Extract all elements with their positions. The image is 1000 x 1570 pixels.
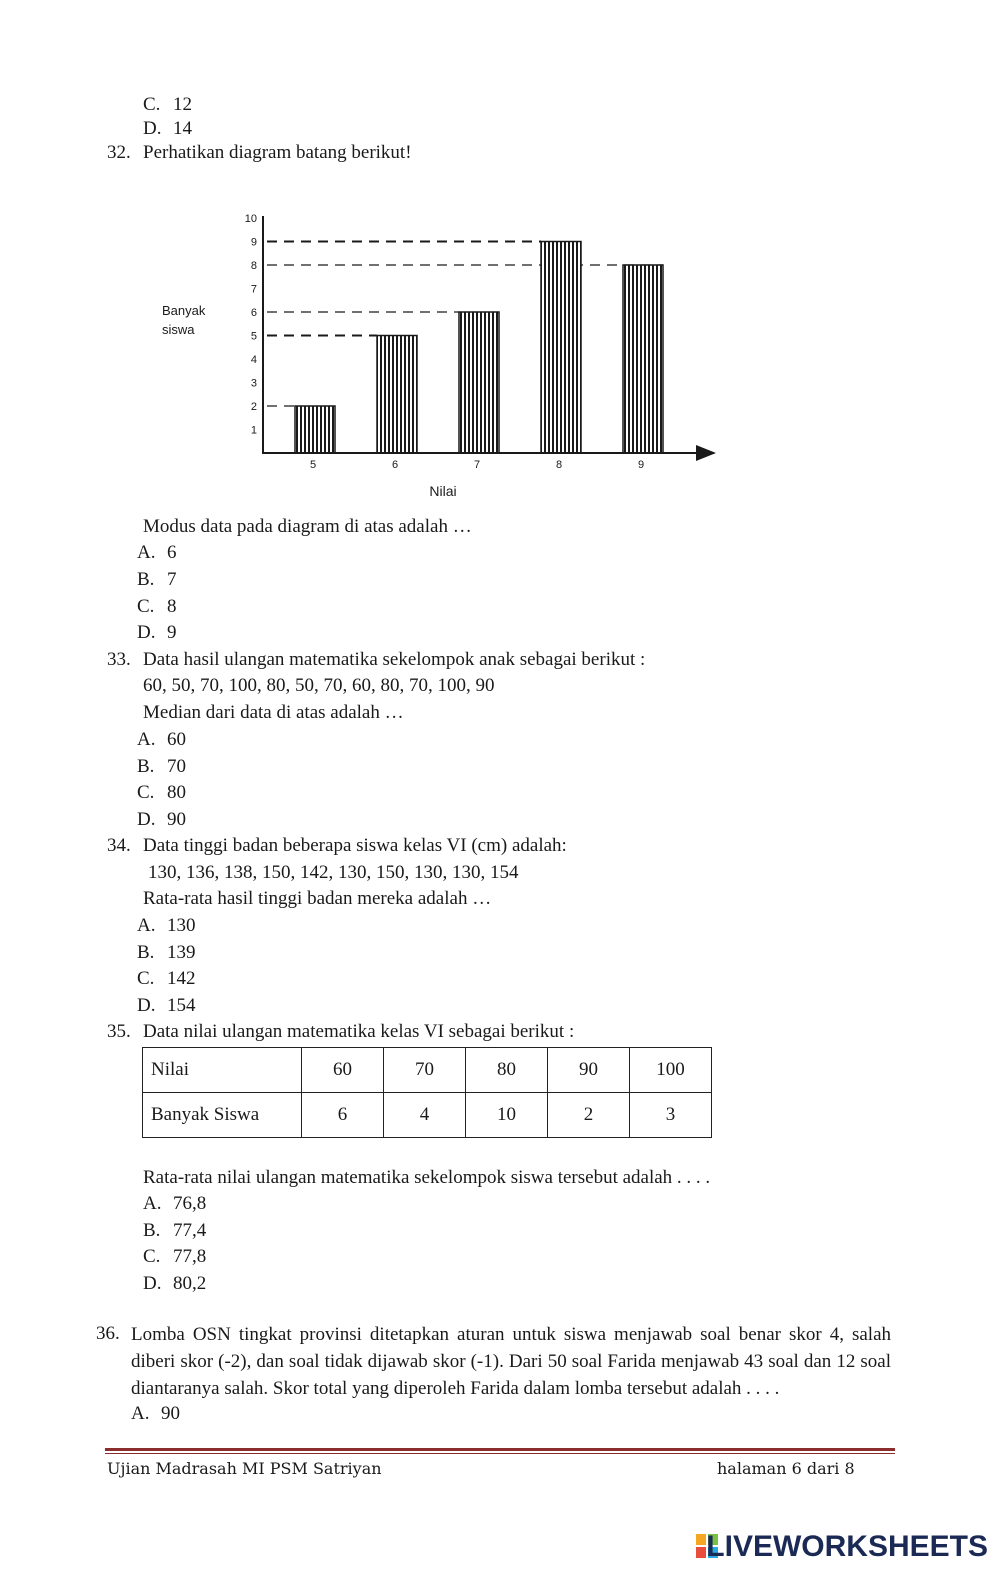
- option-text: 80: [167, 782, 186, 803]
- option-letter: C.: [143, 94, 161, 115]
- question-text: Rata-rata nilai ulangan matematika sekelompok siswa tersebut adalah . . . .: [143, 1167, 711, 1188]
- chart-ytick-label: 9: [250, 236, 257, 249]
- footer-rule: [105, 1448, 895, 1451]
- question-data: 60, 50, 70, 100, 80, 50, 70, 60, 80, 70, 100, 90: [143, 675, 495, 696]
- table-row: [143, 1048, 712, 1093]
- table-row-header: Nilai: [143, 1048, 302, 1093]
- chart-ytick-label: 8: [250, 260, 257, 272]
- table-row-header: Banyak Siswa: [143, 1093, 302, 1138]
- question-prompt: Data tinggi badan beberapa siswa kelas VI (cm) adalah:: [143, 835, 567, 856]
- question-prompt: Perhatikan diagram batang berikut!: [143, 142, 412, 163]
- question-number: 36.: [96, 1323, 120, 1344]
- chart-ytick-label: 2: [250, 401, 257, 413]
- question-text: Rata-rata hasil tinggi badan mereka adalah …: [143, 888, 492, 909]
- option-letter: C.: [143, 1246, 161, 1267]
- option-text: 139: [167, 942, 196, 963]
- option-letter: D.: [137, 995, 156, 1016]
- option-letter: C.: [137, 596, 155, 617]
- chart-ytick-label: 4: [250, 354, 257, 366]
- question-number: 32.: [107, 142, 131, 163]
- question-number: 35.: [107, 1021, 131, 1042]
- option-text: 70: [167, 756, 186, 777]
- chart-bar: [377, 336, 417, 454]
- table-cell: 90: [548, 1048, 630, 1093]
- data-table: [142, 1047, 712, 1138]
- bar-chart: [0, 0, 1000, 520]
- question-number: 33.: [107, 649, 131, 670]
- option-text: 8: [167, 596, 177, 617]
- option-letter: D.: [143, 1273, 162, 1294]
- option-text: 9: [167, 622, 177, 643]
- chart-ylabel: siswa: [162, 322, 195, 337]
- chart-bar: [295, 406, 335, 453]
- chart-ytick-label: 5: [250, 330, 257, 343]
- question-prompt: Data hasil ulangan matematika sekelompok anak sebagai berikut :: [143, 649, 646, 670]
- chart-ylabel: Banyak: [162, 303, 206, 318]
- option-letter: B.: [137, 569, 155, 590]
- table-cell: 2: [548, 1093, 630, 1138]
- option-letter: D.: [137, 622, 156, 643]
- table-cell: 70: [384, 1048, 466, 1093]
- chart-xtick-label: 6: [391, 459, 399, 471]
- question-prompt: Data nilai ulangan matematika kelas VI sebagai berikut :: [143, 1021, 575, 1042]
- option-text: 154: [167, 995, 196, 1016]
- option-letter: D.: [143, 118, 162, 139]
- option-text: 76,8: [173, 1193, 207, 1214]
- option-text: 7: [167, 569, 177, 590]
- question-text: Modus data pada diagram di atas adalah …: [143, 516, 472, 537]
- chart-bar: [459, 312, 499, 453]
- option-letter: A.: [131, 1403, 150, 1424]
- option-text: 90: [167, 809, 186, 830]
- table-cell: 6: [302, 1093, 384, 1138]
- table-cell: 3: [630, 1093, 712, 1138]
- option-text: 80,2: [173, 1273, 207, 1294]
- chart-ytick-label: 1: [250, 424, 257, 437]
- chart-bar: [541, 242, 581, 454]
- table-cell: 80: [466, 1048, 548, 1093]
- option-letter: B.: [137, 756, 155, 777]
- chart-ytick-label: 7: [250, 283, 257, 296]
- table-row: [143, 1093, 712, 1138]
- chart-xtick-label: 7: [473, 459, 481, 471]
- option-letter: C.: [137, 782, 155, 803]
- table-cell: 100: [630, 1048, 712, 1093]
- option-text: 12: [173, 94, 192, 115]
- option-letter: D.: [137, 809, 156, 830]
- chart-xtick-label: 9: [637, 459, 645, 471]
- chart-ytick-label: 3: [250, 377, 257, 390]
- chart-ytick-label: 6: [250, 307, 257, 319]
- option-letter: A.: [143, 1193, 162, 1214]
- option-letter: B.: [137, 942, 155, 963]
- option-text: 60: [167, 729, 186, 750]
- option-letter: C.: [137, 968, 155, 989]
- question-number: 34.: [107, 835, 131, 856]
- footer-rule-thin: [105, 1453, 895, 1454]
- table-cell: 4: [384, 1093, 466, 1138]
- chart-xtick-label: 5: [309, 459, 317, 471]
- footer-page-number: halaman 6 dari 8: [717, 1459, 855, 1478]
- chart-xtick-label: 8: [555, 459, 563, 471]
- option-text: 142: [167, 968, 196, 989]
- chart-ytick-label: 10: [244, 213, 257, 225]
- option-text: 90: [161, 1403, 180, 1424]
- option-letter: A.: [137, 729, 156, 750]
- chart-bar: [623, 265, 663, 453]
- option-letter: B.: [143, 1220, 161, 1241]
- question-data: 130, 136, 138, 150, 142, 130, 150, 130, 130, 154: [148, 862, 519, 883]
- table-cell: 10: [466, 1093, 548, 1138]
- liveworksheets-logo: LIVEWORKSHEETS: [706, 1530, 988, 1563]
- table-cell: 60: [302, 1048, 384, 1093]
- option-text: 77,4: [173, 1220, 207, 1241]
- option-letter: A.: [137, 915, 156, 936]
- option-text: 6: [167, 542, 177, 563]
- option-text: 77,8: [173, 1246, 207, 1267]
- option-text: 130: [167, 915, 196, 936]
- footer-school: Ujian Madrasah MI PSM Satriyan: [107, 1459, 382, 1478]
- option-letter: A.: [137, 542, 156, 563]
- option-text: 14: [173, 118, 192, 139]
- question-text: Median dari data di atas adalah …: [143, 702, 404, 723]
- question-paragraph: Lomba OSN tingkat provinsi ditetapkan aturan untuk siswa menjawab soal benar skor 4, salah diberi skor (-2), dan soal tidak dijawab skor (-1). Dari 50 soal Farida menjawab 43 soal dan 12 soal diantaranya salah. Skor total yang diperoleh Farida dalam lomba tersebut adalah . . . .: [131, 1324, 891, 1399]
- chart-xlabel: Nilai: [429, 483, 457, 499]
